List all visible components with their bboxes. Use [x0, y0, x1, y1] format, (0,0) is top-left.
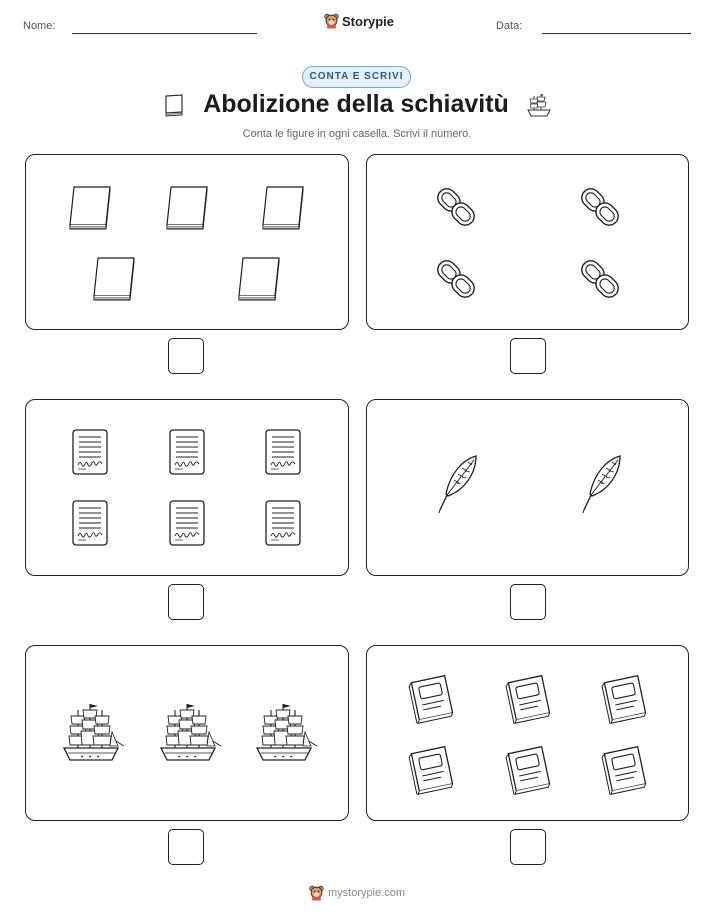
document-figure [73, 430, 107, 474]
bear-logo-icon [324, 13, 339, 29]
date-field[interactable] [542, 33, 691, 34]
book-icon [161, 92, 187, 118]
book-figure [263, 187, 303, 229]
chain-figure [434, 257, 478, 301]
date-label: Data: [496, 20, 523, 32]
book-figure [94, 258, 134, 300]
answer-box-chains[interactable] [510, 338, 546, 374]
chain-figure [434, 185, 478, 229]
instructions: Conta le figure in ogni casella. Scrivi il numero. [242, 128, 472, 140]
document-figure [170, 501, 204, 545]
brand-name: Storypie [342, 13, 395, 29]
covered-book-figure [601, 747, 646, 795]
footer-url[interactable]: mystorypie.com [327, 887, 406, 899]
document-figure [266, 501, 300, 545]
name-field[interactable] [72, 33, 257, 34]
covered-book-figure [408, 747, 453, 795]
counting-box-documents [25, 399, 349, 576]
covered-book-figure [505, 676, 550, 724]
chain-figure [578, 257, 622, 301]
document-figure [73, 501, 107, 545]
book-figure [167, 187, 207, 229]
document-figure [266, 430, 300, 474]
bear-logo-icon [309, 885, 324, 901]
counting-box-quills [366, 399, 689, 576]
page-title: Abolizione della schiavitù [203, 90, 509, 118]
ship-figure [64, 704, 124, 760]
answer-box-books[interactable] [168, 338, 204, 374]
ship-figure [257, 704, 317, 760]
counting-box-covered-books [366, 645, 689, 821]
ship-figure [161, 704, 221, 760]
ship-icon [525, 91, 553, 119]
quill-figure [439, 456, 476, 513]
name-label: Nome: [23, 20, 56, 32]
answer-box-documents[interactable] [168, 584, 204, 620]
answer-box-ships[interactable] [168, 829, 204, 865]
covered-book-figure [505, 747, 550, 795]
covered-book-figure [601, 676, 646, 724]
covered-book-figure [408, 676, 453, 724]
chain-figure [578, 185, 622, 229]
title-row [0, 90, 714, 119]
answer-box-quills[interactable] [510, 584, 546, 620]
book-figure [70, 187, 110, 229]
activity-badge: CONTA E SCRIVI [302, 66, 411, 88]
document-figure [170, 430, 204, 474]
counting-box-chains [366, 154, 689, 330]
brand-logo [324, 13, 394, 29]
counting-box-ships [25, 645, 349, 821]
book-figure [239, 258, 279, 300]
counting-box-books [25, 154, 349, 330]
answer-box-covered-books[interactable] [510, 829, 546, 865]
footer [0, 885, 714, 901]
quill-figure [583, 456, 620, 513]
